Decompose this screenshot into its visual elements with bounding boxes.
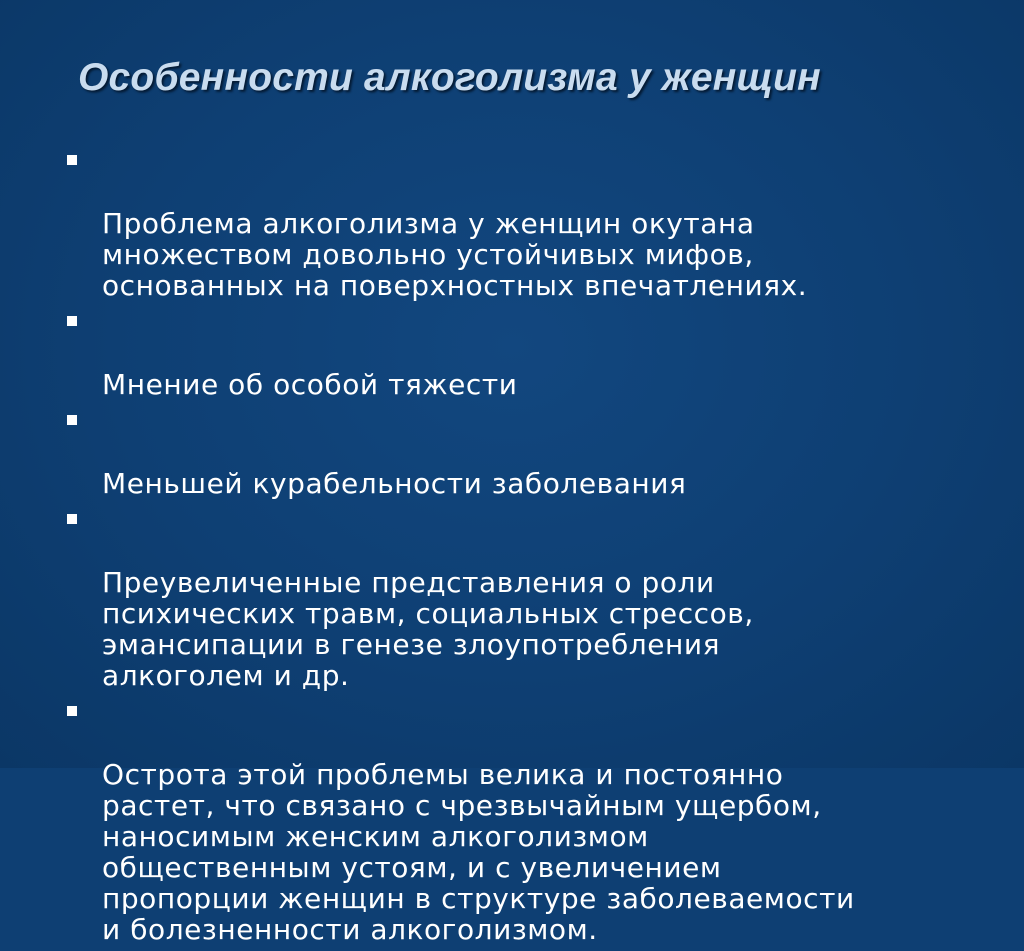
bullet-item (56, 406, 986, 499)
slide-title: Особенности алкоголизма у женщин (78, 56, 821, 99)
square-bullet-icon (67, 155, 77, 165)
square-bullet-icon (67, 415, 77, 425)
bullet-text: Острота этой проблемы велика и постоянно растет, что связано с чрезвычайным ущербом, наносимым женским алкоголизмом общественным устоям, и с увеличением пропорции женщин в структуре заболеваемости и болезненности алкоголизмом. (102, 758, 855, 946)
bullet-item (56, 505, 986, 691)
bullet-list (56, 146, 986, 951)
bullet-item (56, 307, 986, 400)
bullet-text: Мнение об особой тяжести (102, 368, 518, 401)
bullet-text: Проблема алкоголизма у женщин окутана множеством довольно устойчивых мифов, основанных на поверхностных впечатлениях. (102, 207, 808, 302)
bullet-text: Преувеличенные представления о роли психических травм, социальных стрессов, эмансипации в генезе злоупотребления алкоголем и др. (102, 566, 754, 692)
bullet-text: Меньшей курабельности заболевания (102, 467, 687, 500)
bullet-item (56, 146, 986, 301)
bullet-item (56, 697, 986, 945)
square-bullet-icon (67, 316, 77, 326)
square-bullet-icon (67, 514, 77, 524)
square-bullet-icon (67, 706, 77, 716)
